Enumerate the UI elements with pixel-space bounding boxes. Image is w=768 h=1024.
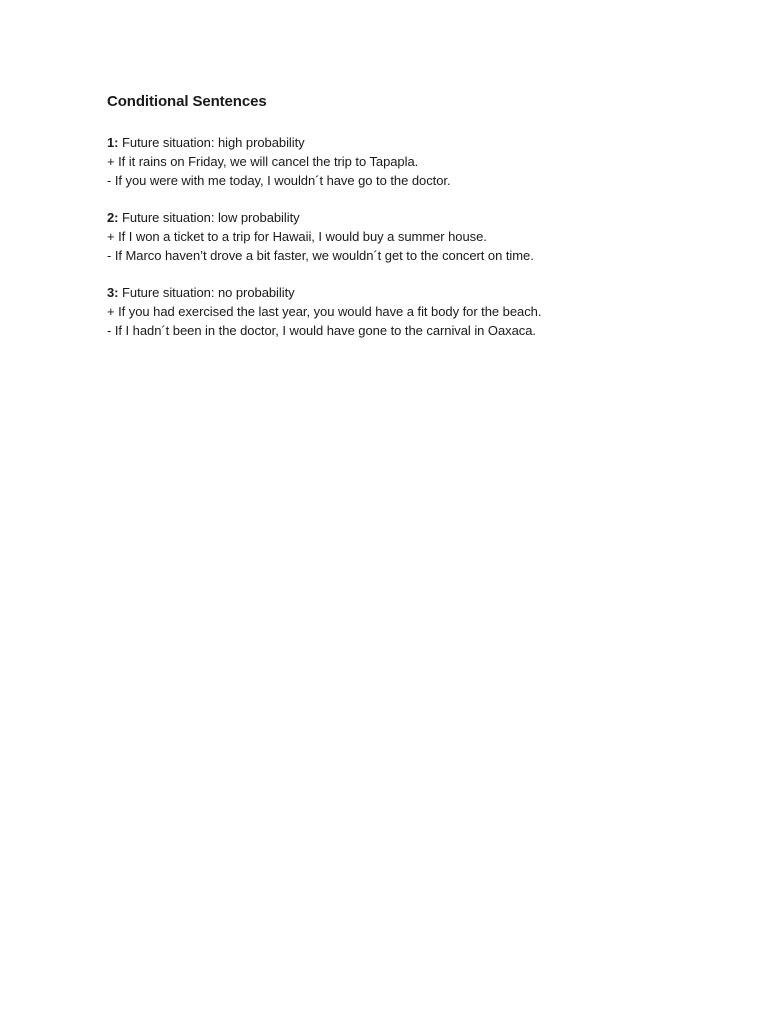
section-number: 1: <box>107 135 119 150</box>
example-negative: - If Marco haven’t drove a bit faster, we wouldn´t get to the concert on time. <box>107 248 534 263</box>
section-heading-text: Future situation: high probability <box>118 135 305 150</box>
conditional-section-3 <box>107 283 707 340</box>
document-body <box>107 92 707 358</box>
example-negative: - If you were with me today, I wouldn´t have go to the doctor. <box>107 173 451 188</box>
conditional-section-1 <box>107 133 707 190</box>
example-positive: + If it rains on Friday, we will cancel the trip to Tapapla. <box>107 154 419 169</box>
conditional-section-2 <box>107 208 707 265</box>
section-heading <box>107 133 707 152</box>
section-number: 2: <box>107 210 119 225</box>
section-heading <box>107 208 707 227</box>
document-title: Conditional Sentences <box>107 93 267 110</box>
section-number: 3: <box>107 285 119 300</box>
example-negative: - If I hadn´t been in the doctor, I would have gone to the carnival in Oaxaca. <box>107 323 536 338</box>
section-heading-text: Future situation: no probability <box>118 285 295 300</box>
section-heading-text: Future situation: low probability <box>118 210 300 225</box>
section-heading <box>107 283 707 302</box>
example-positive: + If I won a ticket to a trip for Hawaii, I would buy a summer house. <box>107 229 487 244</box>
example-positive: + If you had exercised the last year, you would have a fit body for the beach. <box>107 304 542 319</box>
